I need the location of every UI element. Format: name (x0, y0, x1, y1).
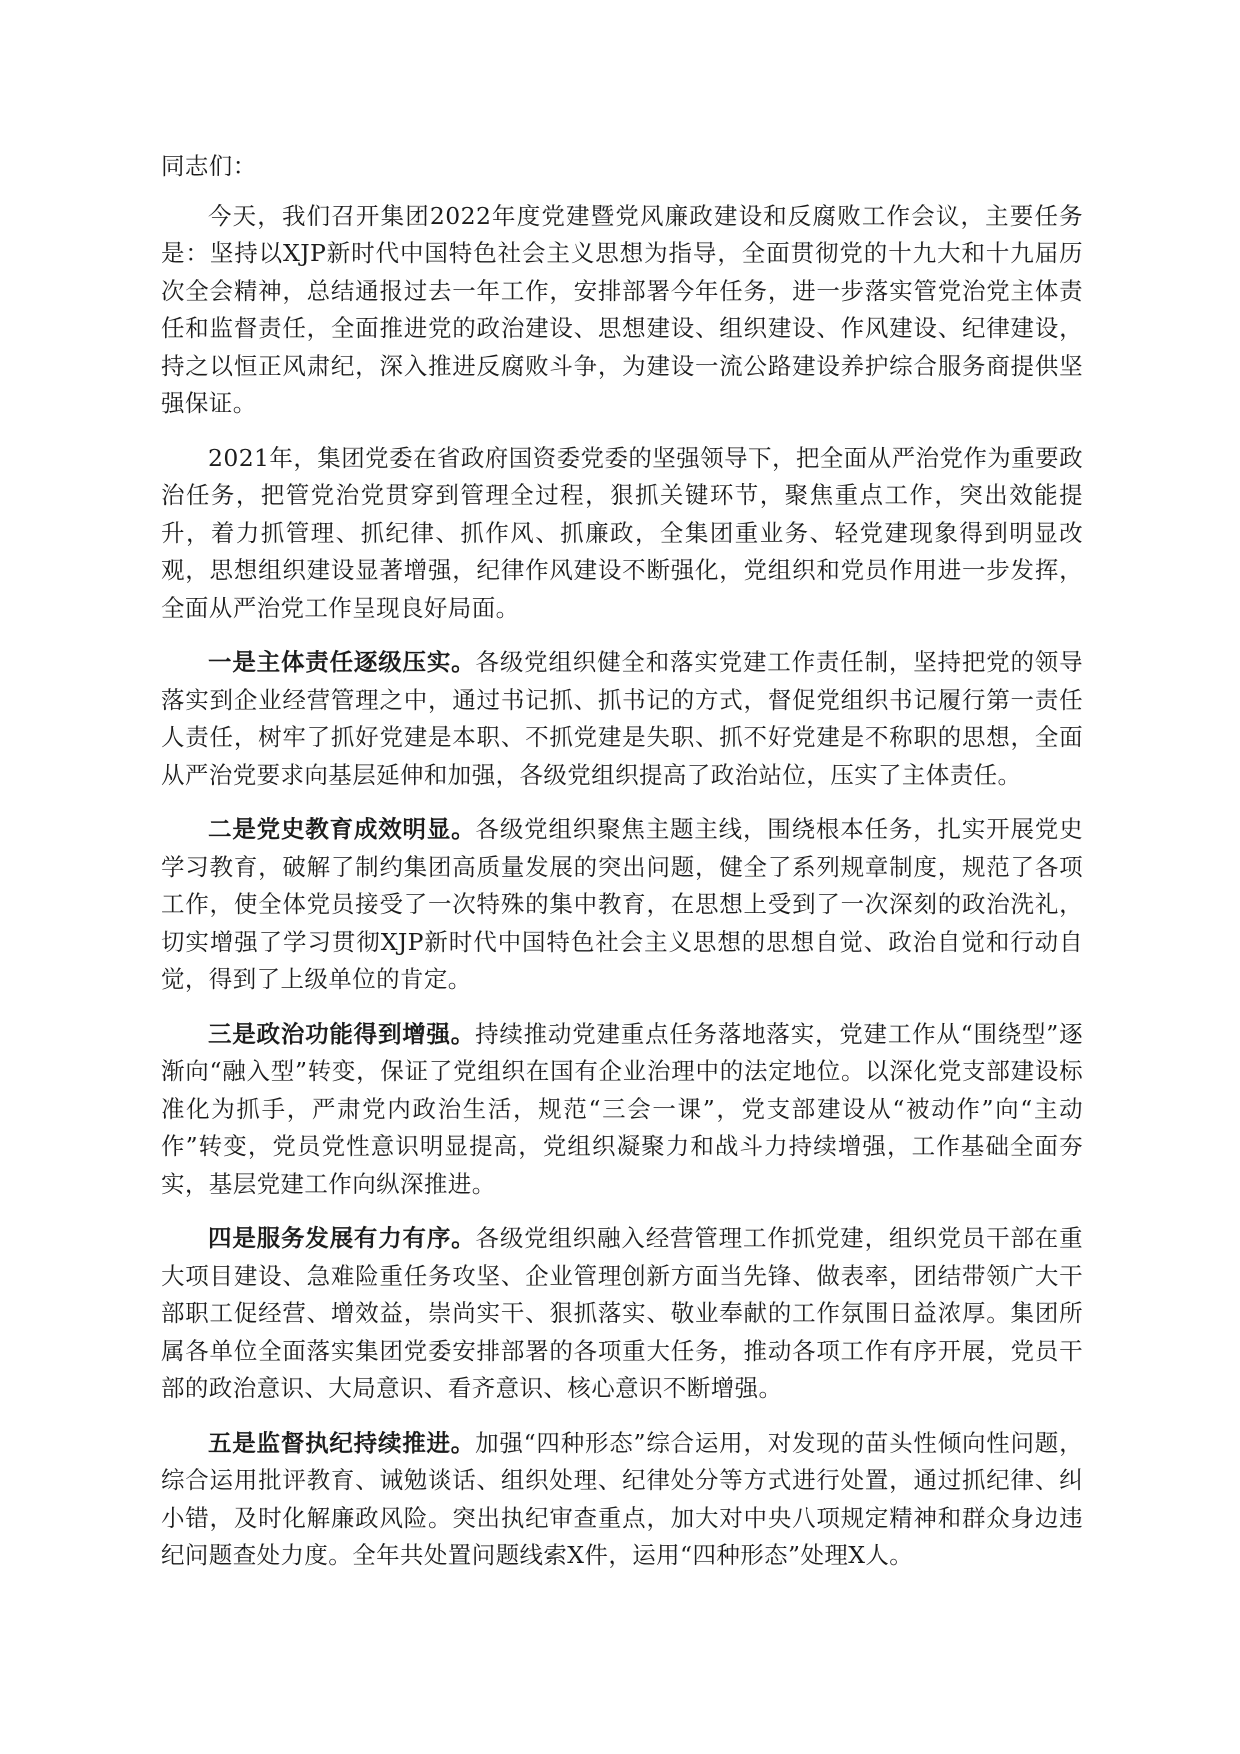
greeting: 同志们： (161, 152, 257, 180)
point-paragraph-3 (161, 1016, 1083, 1204)
point-heading-1: 一是主体责任逐级压实。 (208, 648, 476, 676)
point-paragraph-1 (161, 644, 1083, 794)
summary-paragraph: 2021年，集团党委在省政府国资委党委的坚强领导下，把全面从严治党作为重要政治任务，把管党治党贯穿到管理全过程，狠抓关键环节，聚焦重点工作，突出效能提升，着力抓管理、抓纪律、抓作风、抓廉政，全集团重业务、轻党建现象得到明显改观，思想组织建设显著增强，纪律作风建设不断强化，党组织和党员作用进一步发挥，全面从严治党工作呈现良好局面。 (161, 443, 1083, 622)
point-heading-4: 四是服务发展有力有序。 (208, 1224, 476, 1252)
point-heading-3: 三是政治功能得到增强。 (208, 1019, 476, 1048)
point-text-2: 各级党组织聚焦主题主线，围绕根本任务，扎实开展党史学习教育，破解了制约集团高质量发展的突出问题，健全了系列规章制度，规范了各项工作，使全体党员接受了一次特殊的集中教育，在思想上受到了一次深刻的政治洗礼，切实增强了学习贯彻XJP新时代中国特色社会主义思想的思想自觉、政治自觉和行动自觉，得到了上级单位的肯定。 (161, 815, 1084, 993)
point-paragraph-4 (161, 1220, 1083, 1408)
point-heading-5: 五是监督执纪持续推进。 (208, 1428, 476, 1457)
document-body (161, 148, 1083, 1592)
point-paragraph-2 (161, 811, 1083, 999)
point-text-3: 持续推动党建重点任务落地落实，党建工作从“围绕型”逐渐向“融入型”转变，保证了党组织在国有企业治理中的法定地位。以深化党支部建设标准化为抓手，严肃党内政治生活，规范“三会一课”，党支部建设从“被动作”向“主动作”转变，党员党性意识明显提高，党组织凝聚力和战斗力持续增强，工作基础全面夯实，基层党建工作向纵深推进。 (161, 1019, 1083, 1198)
point-text-1: 各级党组织健全和落实党建工作责任制，坚持把党的领导落实到企业经营管理之中，通过书记抓、抓书记的方式，督促党组织书记履行第一责任人责任，树牢了抓好党建是本职、不抓党建是失职、抓不好党建是不称职的思想，全面从严治党要求向基层延伸和加强，各级党组织提高了政治站位，压实了主体责任。 (161, 648, 1084, 789)
point-paragraph-5 (161, 1425, 1083, 1575)
point-text-4: 各级党组织融入经营管理工作抓党建，组织党员干部在重大项目建设、急难险重任务攻坚、企业管理创新方面当先锋、做表率，团结带领广大干部职工促经营、增效益，崇尚实干、狠抓落实、敬业奉献的工作氛围日益浓厚。集团所属各单位全面落实集团党委安排部署的各项重大任务，推动各项工作有序开展，党员干部的政治意识、大局意识、看齐意识、核心意识不断增强。 (161, 1224, 1084, 1402)
point-text-5: 加强“四种形态”综合运用，对发现的苗头性倾向性问题，综合运用批评教育、诫勉谈话、组织处理、纪律处分等方式进行处置，通过抓纪律、纠小错，及时化解廉政风险。突出执纪审查重点，加大对中央八项规定精神和群众身边违纪问题查处力度。全年共处置问题线索X件，运用“四种形态”处理X人。 (161, 1428, 1083, 1569)
point-heading-2: 二是党史教育成效明显。 (208, 815, 476, 843)
intro-paragraph: 今天，我们召开集团2022年度党建暨党风廉政建设和反腐败工作会议，主要任务是：坚持以XJP新时代中国特色社会主义思想为指导，全面贯彻党的十九大和十九届历次全会精神，总结通报过去一年工作，安排部署今年任务，进一步落实管党治党主体责任和监督责任，全面推进党的政治建设、思想建设、组织建设、作风建设、纪律建设，持之以恒正风肃纪，深入推进反腐败斗争，为建设一流公路建设养护综合服务商提供坚强保证。 (161, 201, 1083, 417)
